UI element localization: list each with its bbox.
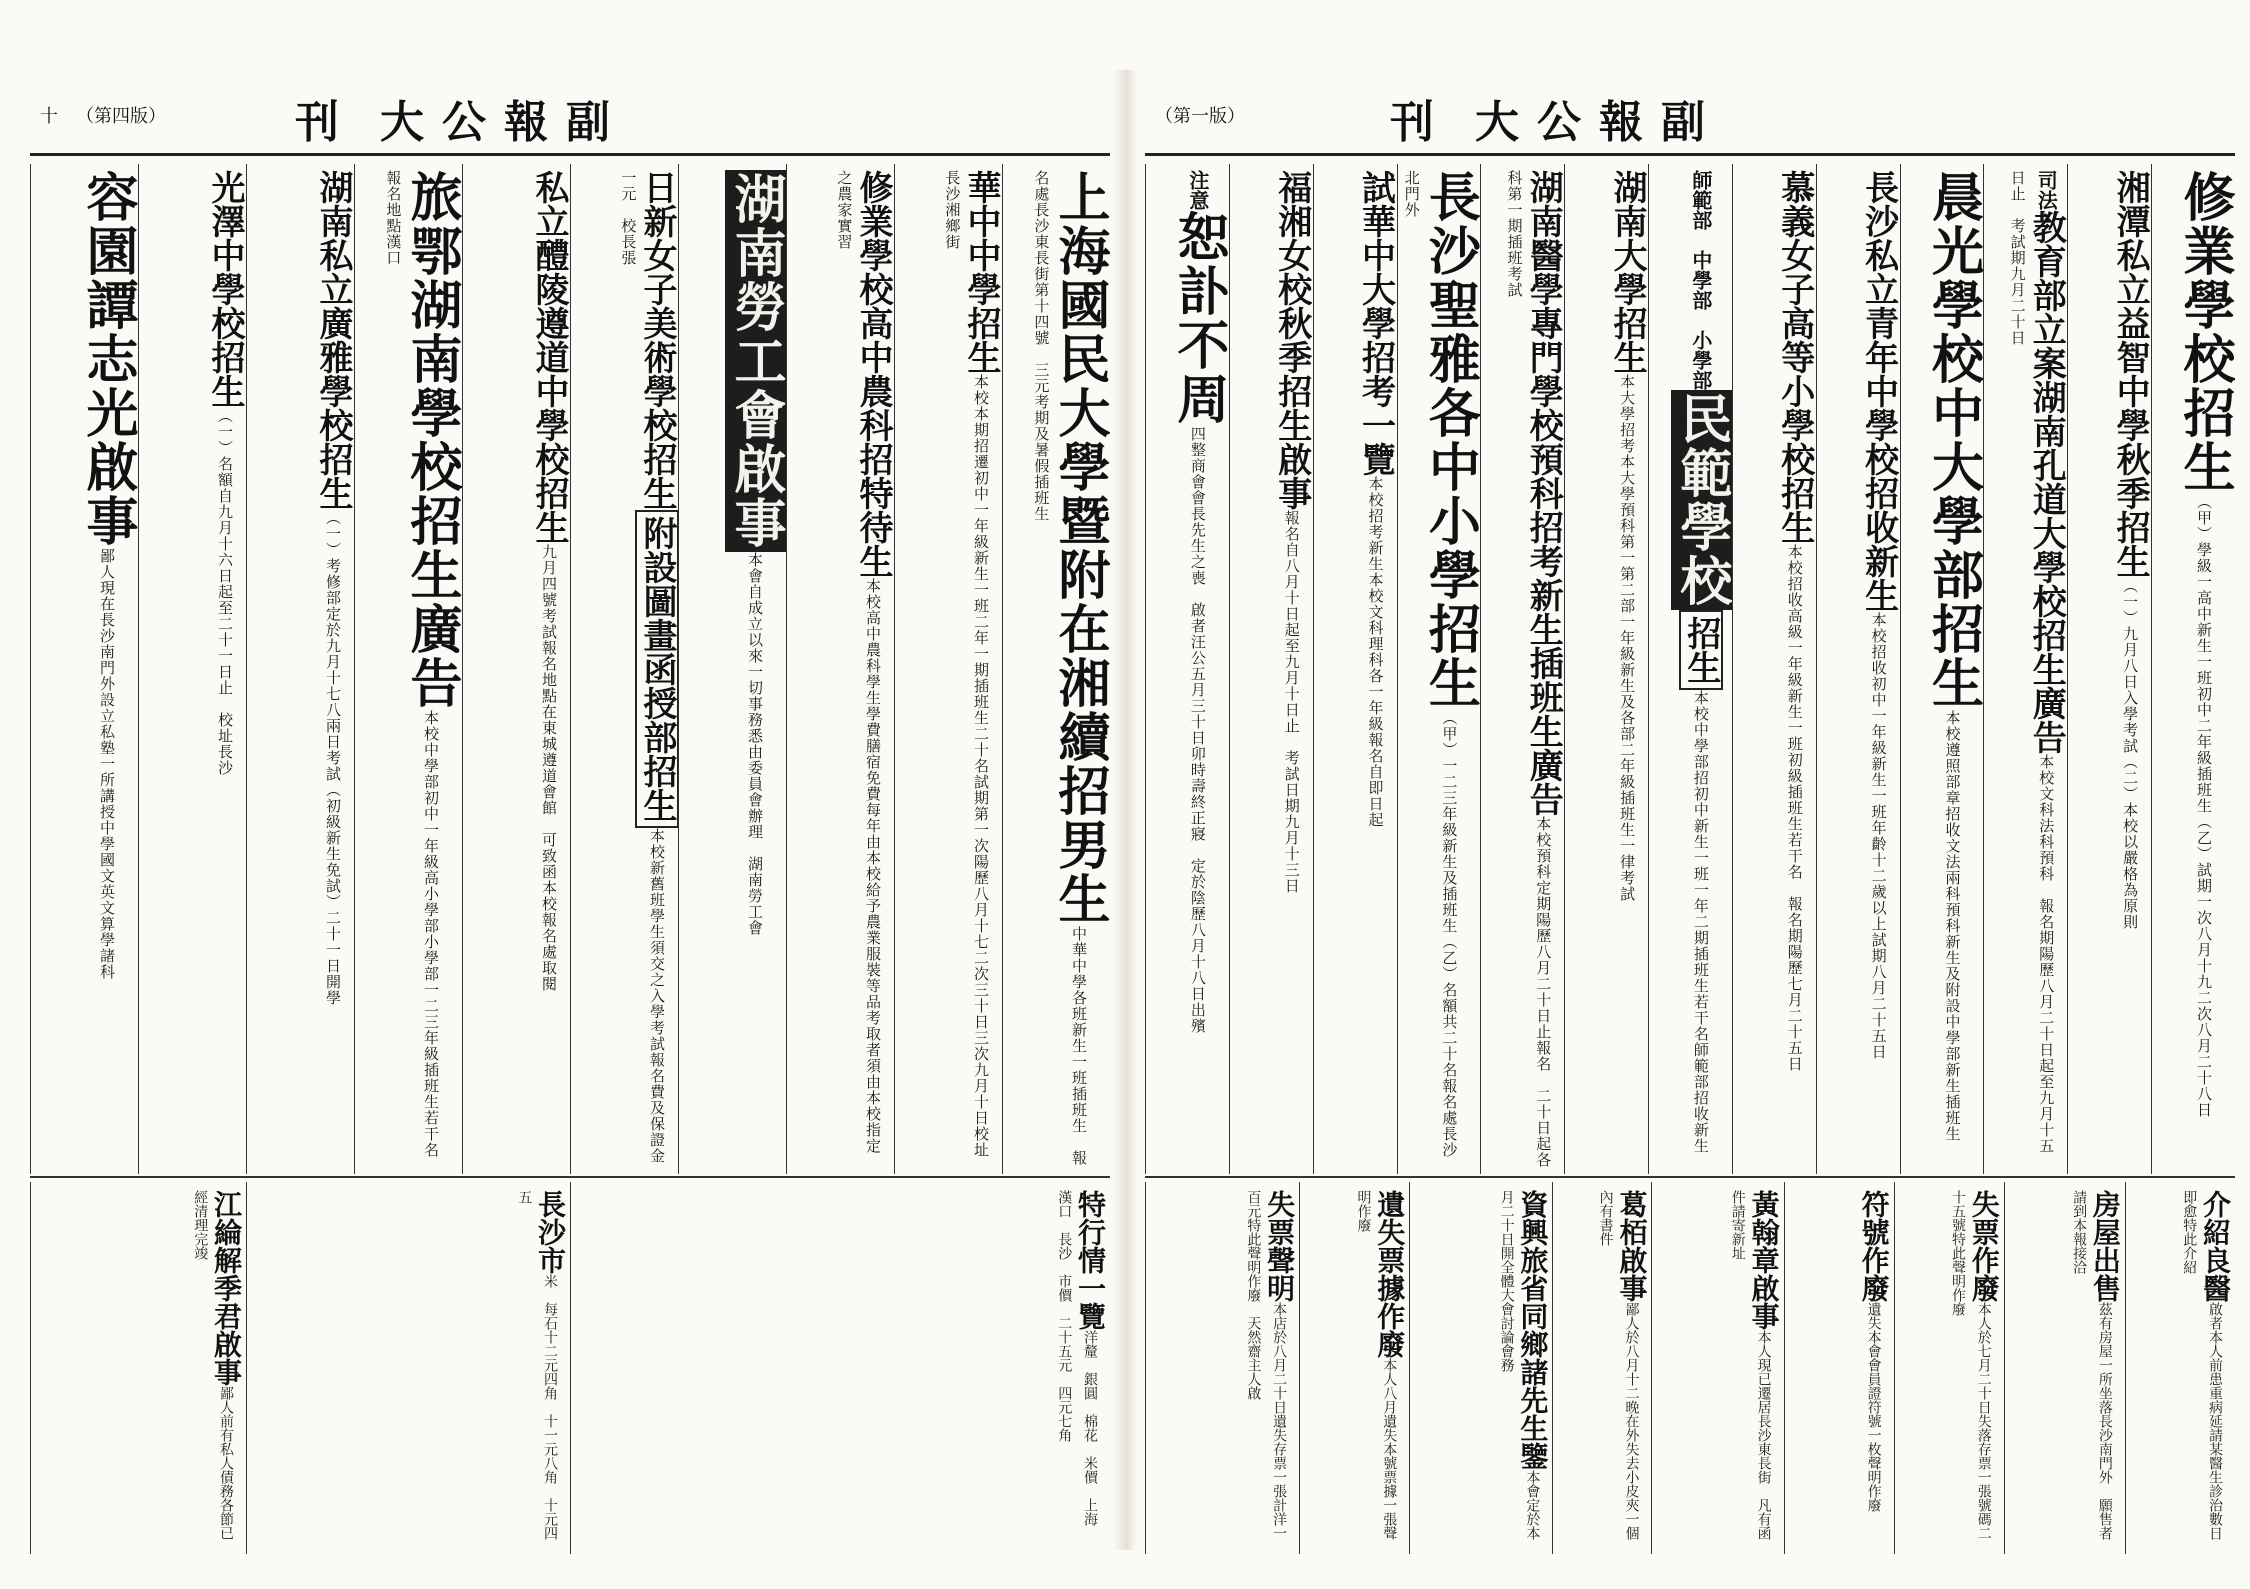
- right-columns-column: [1816, 164, 1900, 1174]
- right-masthead: 大公報副: [1475, 97, 1723, 148]
- ad-title: 失票作廢: [1967, 1190, 2001, 1302]
- right-columns-column: [1480, 164, 1564, 1174]
- section-divider: [1145, 1176, 2235, 1178]
- left-page-number: （第四版）: [76, 106, 166, 127]
- bottom-right-ad: [1409, 1182, 1552, 1554]
- ad-title: 特行情一覽: [1074, 1190, 1107, 1330]
- ad-title: 長沙市: [534, 1190, 567, 1274]
- ad-title: 房屋出售: [2088, 1190, 2122, 1302]
- column-headline: 上海國民大學暨附在湘續招男生: [1049, 170, 1110, 926]
- column-body-text: 鄙人現在長沙南門外設立私塾一所講授中學國文英文算學諸科: [98, 548, 116, 980]
- ad-body: 茲有房屋一所坐落長沙南門外 願售者請到本報接洽: [2071, 1190, 2113, 1540]
- left-columns-column: [30, 164, 138, 1174]
- column-headline: 私立醴陵遵道中學校招生: [529, 170, 569, 544]
- ad-body: 米 每石十二元四角 十一元八角 十元四五: [516, 1190, 558, 1540]
- left-columns-column: [678, 164, 786, 1174]
- ad-body: 洋釐 銀圓 棉花 米價 上海 漢口 長沙 市價 二十五元 四元七角: [1056, 1190, 1098, 1540]
- column-body-text: 本校招考新生本校文科理科各一年級報名自即日起: [1366, 476, 1385, 828]
- left-columns-column: [138, 164, 246, 1174]
- column-body-text: 本會自成立以來一切事務悉由委員會辦理 湖南勞工會: [746, 552, 764, 936]
- ad-body: 本人八月遺失本號票據一張聲明作廢: [1355, 1190, 1398, 1540]
- ad-title: 失票聲明: [1263, 1190, 1297, 1302]
- bottom-left-ad: [30, 1182, 246, 1554]
- left-grid: [30, 164, 1110, 1559]
- bottom-left-ad: [570, 1182, 1110, 1554]
- right-masthead-kan: 刊: [1390, 97, 1434, 148]
- right-columns-column: [2151, 164, 2235, 1174]
- right-header: [1145, 86, 2235, 156]
- column-subheadline: 招生: [1679, 610, 1723, 690]
- right-columns-column: [1229, 164, 1313, 1174]
- column-body-text: 本校文科法科預科 報名期陽歷八月二十日起至九月十五日止 考試期九月二十日: [2008, 170, 2056, 1154]
- bottom-right-ad: [1894, 1182, 2004, 1554]
- column-body-text: 本校新舊班學生須交之入學考試報名費及保證金一元 校長張: [619, 170, 666, 1164]
- column-headline: 湘潭私立益智中學秋季招生: [2110, 170, 2151, 578]
- column-headline: 修業學校高中農科招特待生: [853, 170, 893, 578]
- bottom-left-ad: [246, 1182, 570, 1554]
- column-body-text: （甲）學級一高中新生一班初中二年級插班生（乙）試期一次八月十九二次八月二十八日: [2194, 494, 2213, 1118]
- left-columns-column: [354, 164, 462, 1174]
- column-headline: 慕義女子高等小學校招生: [1774, 170, 1815, 544]
- ad-title: 資興旅省同鄉諸先生鑒: [1516, 1190, 1550, 1470]
- ad-title: 遺失票據作廢: [1373, 1190, 1407, 1358]
- left-columns-column: [246, 164, 354, 1174]
- column-headline: 教育部立案湖南孔道大學校招生廣告: [2026, 210, 2067, 754]
- ad-body: 啟者本人前患重病延請某醫生診治數日即愈特此介紹: [2181, 1190, 2223, 1540]
- bottom-right-ad: [2125, 1182, 2235, 1554]
- right-header-rule: [1145, 153, 2235, 156]
- bottom-right-ad: [1784, 1182, 1894, 1554]
- right-columns-column: [1145, 164, 1229, 1174]
- column-headline: 湖南大學招生: [1607, 170, 1648, 374]
- right-columns-column: [1564, 164, 1648, 1174]
- column-body-text: 本校高中農科學生學費膳宿免費每年由本校給予農業服裝等品考取者須由本校指定之農家實習: [835, 170, 882, 1154]
- column-headline: 旅鄂湖南學校招生廣告: [401, 170, 462, 710]
- ad-title: 介紹良醫: [2198, 1190, 2232, 1302]
- column-body-text: 本校預科定期陽歷八月二十日止報名 二十日起各科第一期插班考試: [1505, 170, 1553, 1168]
- column-body-text: 中華中學各班新生一班插班生 報名處長沙東長街第十四號 三元考期及暑假插班生: [1032, 170, 1088, 1166]
- column-body-text: 本校中學部招初中新生一班一年二期插班生若干名師範部招收新生: [1691, 690, 1710, 1154]
- ad-body: 本店於八月二十日遺失存票一張計洋一百元特此聲明作廢 天然齋主人啟: [1245, 1190, 1288, 1540]
- column-body-text: （一）名額自九月十六日起至二十一日止 校址長沙: [216, 408, 234, 776]
- column-subheadline: 附設圖畫函授部招生: [635, 510, 678, 828]
- column-headline: 長沙聖雅各中小學招生: [1419, 170, 1481, 710]
- column-side-label: 師範部 中學部 小學部: [1688, 170, 1713, 390]
- column-body-text: 本校招收高級一年級新生一班初級插班生若干名 報名期陽歷七月二十五日: [1785, 544, 1804, 1072]
- column-headline: 湖南勞工會啟事: [725, 172, 786, 550]
- left-columns-column: [570, 164, 678, 1174]
- right-columns-column: [2067, 164, 2151, 1174]
- ad-body: 遺失本會會員證符號一枚聲明作廢: [1865, 1302, 1882, 1512]
- column-body-text: 本大學招考本大學預科第一第二部一年級新生及各部二年級插班生一律考試: [1618, 374, 1637, 902]
- column-headline: 民範學校: [1670, 392, 1732, 608]
- bottom-right-ad: [1145, 1182, 1299, 1554]
- left-columns-column: [462, 164, 570, 1174]
- left-header: [30, 86, 1110, 156]
- column-body-text: 本校中學部初中一年級高小學部小學部一二三年級插班生若干名 報名地點漢口: [384, 170, 440, 1174]
- ad-title: 葛栢啟事: [1615, 1190, 1649, 1302]
- column-body-text: 四整商會會長先生之喪 啟者汪公五月三十日卯時壽終正寢 定於陰歷八月十八日出殯: [1188, 426, 1207, 1034]
- right-grid: [1145, 164, 2235, 1559]
- left-header-rule: [30, 153, 1110, 156]
- left-columns-column: [1002, 164, 1110, 1174]
- column-headline: 長沙私立青年中學校招收新生: [1858, 170, 1899, 612]
- column-headline: 容園譚志光啟事: [77, 170, 138, 548]
- column-headline: 試華中大學招考一覽: [1355, 170, 1396, 476]
- right-columns-column: [1648, 164, 1732, 1174]
- column-headline: 湖南私立廣雅學校招生: [313, 170, 353, 510]
- right-page: [1125, 0, 2250, 1589]
- column-body-text: （一）九月八日入學考試（二）本校以嚴格為原則: [2121, 578, 2140, 930]
- column-headline: 福湘女校秋季招生啟事: [1271, 170, 1312, 510]
- bottom-right-ad: [1299, 1182, 1409, 1554]
- left-columns-column: [894, 164, 1002, 1174]
- column-headline: 修業學校招生: [2173, 170, 2235, 494]
- left-masthead-kan: 刊: [295, 97, 339, 148]
- right-page-number: （第一版）: [1155, 106, 1245, 127]
- section-divider: [30, 1176, 1110, 1178]
- right-columns-column: [1900, 164, 1984, 1174]
- left-page-mark: 十: [40, 106, 58, 127]
- column-body-text: 本校本期招遷初中一年級新生一班二年一期插班生二十名試期第一次陽歷八月十七二次三十日三次九月十日校址長沙湘鄉街: [943, 170, 990, 1158]
- ad-title: 黃翰章啟事: [1747, 1190, 1781, 1330]
- ad-body: 鄙人前有私人債務各節已經清理完竣: [192, 1190, 234, 1540]
- column-headline: 日新女子美術學校招生: [637, 170, 677, 510]
- column-body-text: （甲）一二三年級新生及插班生（乙）名額共二十名報名處長沙北門外: [1402, 170, 1459, 1158]
- column-headline: 晨光學校中大學部招生: [1922, 170, 1984, 710]
- column-headline: 恕訃不周: [1167, 210, 1229, 426]
- ad-body: 本人於七月二十日失落存票一張號碼二十五號特此聲明作廢: [1949, 1190, 1992, 1540]
- ad-body: 本人現已遷居長沙東長街 凡有函件請寄新址: [1729, 1190, 1772, 1540]
- ad-title: 符號作廢: [1857, 1190, 1891, 1302]
- ad-title: 江綸解季君啟事: [210, 1190, 243, 1386]
- ad-body: 本會定於本月二十日開全體大會討論會務: [1498, 1190, 1541, 1540]
- column-body-text: 報名自八月十日起至九月十日止 考試日期九月十三日: [1282, 510, 1301, 894]
- column-headline: 華中中學招生: [961, 170, 1001, 374]
- bottom-right-ad: [1651, 1182, 1783, 1554]
- column-headline: 湖南醫學專門學校預科招考新生插班生廣告: [1523, 170, 1564, 816]
- bottom-right-ad: [2004, 1182, 2125, 1554]
- right-columns-column: [1397, 164, 1481, 1174]
- column-headline: 光澤中學校招生: [205, 170, 245, 408]
- column-side-label: 司法: [2034, 170, 2059, 210]
- ad-body: 鄙人於八月十二晚在外失去小皮夾一個內有書件: [1597, 1190, 1640, 1540]
- column-body-text: 本校遵照部章招收文法兩科預科新生及附設中學部新生插班生: [1943, 710, 1962, 1142]
- column-side-label: 注意: [1185, 170, 1210, 210]
- column-body-text: 九月四號考試報名地點在東城遵道會館 可致函本校報名處取閱: [540, 544, 558, 992]
- right-columns-column: [1313, 164, 1397, 1174]
- column-body-text: 本校招收初中一年級新生一班年齡十二歲以上試期八月二十五日: [1869, 612, 1888, 1060]
- left-masthead: 大公報副: [380, 97, 628, 148]
- left-columns-column: [786, 164, 894, 1174]
- bottom-right-ad: [1552, 1182, 1651, 1554]
- right-columns-column: [1983, 164, 2067, 1174]
- right-columns-column: [1732, 164, 1816, 1174]
- column-body-text: （一）考修部定於九月十七八兩日考試（初級新生免試）二十一日開學: [324, 510, 342, 1006]
